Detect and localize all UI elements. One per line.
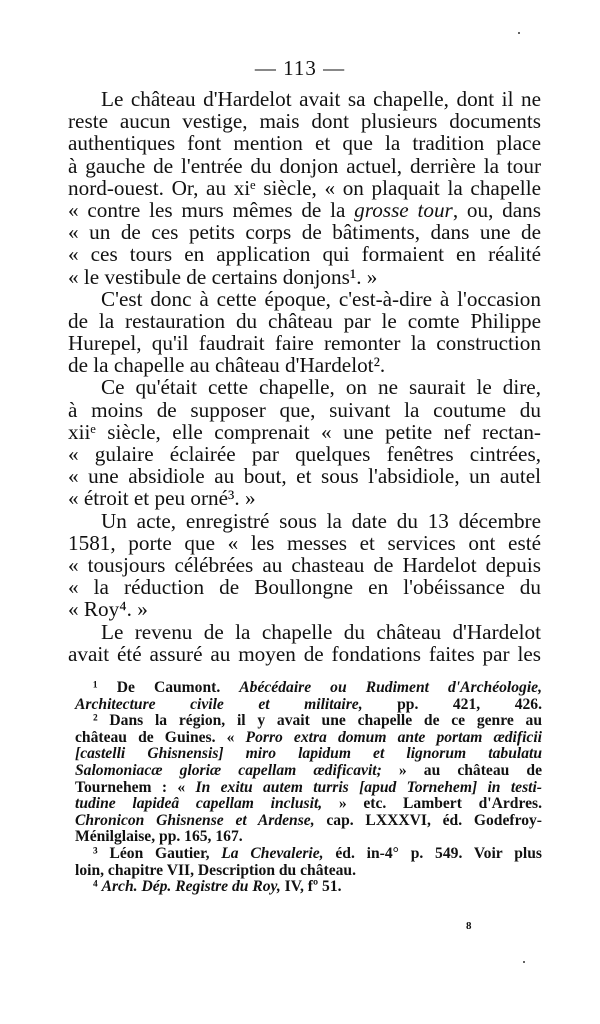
text-run: « le vestibule de certains donjons¹. » bbox=[68, 264, 378, 289]
text-run: « gulaire éclairée par quelques fenêtres cintrées, bbox=[68, 442, 541, 466]
signature-mark: 8 bbox=[466, 920, 472, 932]
body-line bbox=[68, 110, 541, 132]
text-run: xiiᵉ siècle, elle comprenait « une petite nef rectan- bbox=[68, 419, 541, 444]
footnote-line bbox=[75, 796, 542, 813]
text-run: reste aucun vestige, mais dont plusieurs documents bbox=[68, 109, 541, 134]
text-run: ² Dans la région, il y avait une chapelle de ce genre au bbox=[93, 712, 542, 730]
text-run: , ou, dans bbox=[452, 197, 541, 222]
footnote-line bbox=[75, 746, 542, 763]
body-line bbox=[68, 465, 541, 487]
text-run: « une absidiole au bout, et sous l'absidiole, un autel bbox=[68, 464, 541, 489]
body-line bbox=[68, 510, 541, 532]
text-run: » au château de bbox=[381, 761, 542, 779]
footnote-line bbox=[75, 680, 542, 697]
italic-text: Salomoniacæ gloriæ capellam ædificavit; bbox=[75, 761, 382, 779]
text-run: cap. LXXXVI, éd. Godefroy- bbox=[314, 811, 542, 829]
body-line bbox=[68, 243, 541, 265]
page-number: — 113 — bbox=[254, 56, 346, 80]
text-run: pp. 421, 426. bbox=[362, 695, 542, 713]
text-run: château de Guines. « bbox=[75, 728, 246, 746]
text-run: de la restauration du château par le comte Philippe bbox=[68, 308, 541, 333]
body-line bbox=[68, 421, 541, 443]
italic-text: La Chevalerie, bbox=[221, 844, 324, 862]
footnotes bbox=[75, 680, 542, 896]
footnote-line bbox=[75, 863, 542, 880]
footnote-line bbox=[75, 780, 542, 797]
text-run: Ce qu'était cette chapelle, on ne saurait le dire, bbox=[101, 375, 541, 400]
text-run: C'est donc à cette époque, c'est-à-dire à l'occasion bbox=[101, 286, 541, 311]
italic-text: Arch. Dép. Registre du Roy, bbox=[101, 878, 281, 896]
footnote-line bbox=[75, 713, 542, 730]
scan-speck bbox=[523, 961, 525, 963]
body-line bbox=[68, 155, 541, 177]
body-text bbox=[68, 88, 541, 665]
text-run: « ces tours en application qui formaient en réalité bbox=[68, 242, 541, 267]
body-line bbox=[68, 532, 541, 554]
text-run: « contre les murs mêmes de la bbox=[68, 197, 355, 222]
body-line bbox=[68, 88, 541, 110]
text-run: ³ Léon Gautier, bbox=[93, 844, 222, 862]
text-run: éd. in-4° p. 549. Voir plus bbox=[323, 844, 542, 862]
text-run: Hurepel, qu'il faudrait faire remonter la construction bbox=[68, 331, 541, 356]
body-line bbox=[68, 443, 541, 465]
body-line bbox=[68, 332, 541, 354]
text-run: avait été assuré au moyen de fondations faites par les bbox=[68, 641, 541, 666]
text-run: « Roy⁴. » bbox=[68, 597, 148, 622]
footnote-line bbox=[75, 730, 542, 747]
body-line bbox=[68, 554, 541, 576]
body-line bbox=[68, 266, 541, 288]
text-run: Un acte, enregistré sous la date du 13 décembre bbox=[101, 508, 541, 533]
text-run: « tousjours célébrées au chasteau de Hardelot depuis bbox=[68, 552, 541, 577]
italic-text: Chronicon Ghisnense et Ardense, bbox=[75, 811, 315, 829]
footnote-line bbox=[75, 697, 542, 714]
text-run: « étroit et peu orné³. » bbox=[68, 486, 256, 511]
body-line bbox=[68, 621, 541, 643]
text-run: Ménilglaise, pp. 165, 167. bbox=[75, 828, 243, 846]
italic-text: grosse tour bbox=[354, 197, 453, 222]
text-run: « la réduction de Boullongne en l'obéissance du bbox=[68, 575, 541, 600]
italic-text: In exitu autem turris [apud Tornehem] in testi- bbox=[195, 778, 542, 796]
text-run: authentiques font mention et que la tradition place bbox=[68, 131, 541, 156]
scan-speck bbox=[518, 32, 520, 34]
italic-text: Porro extra domum ante portam ædificii bbox=[245, 728, 542, 746]
body-line bbox=[68, 354, 541, 376]
body-line bbox=[68, 310, 541, 332]
text-run: Tournehem : « bbox=[75, 778, 196, 796]
body-line bbox=[68, 288, 541, 310]
body-line bbox=[68, 177, 541, 199]
text-run: Le revenu de la chapelle du château d'Hardelot bbox=[101, 619, 541, 644]
text-run: « un de ces petits corps de bâtiments, dans une de bbox=[68, 220, 541, 245]
text-run: loin, chapitre VII, Description du château. bbox=[75, 861, 356, 879]
footnote-line bbox=[75, 846, 542, 863]
italic-text: [castelli Ghisnensis] miro lapidum et lignorum tabulatu bbox=[75, 745, 542, 763]
text-run: nord-ouest. Or, au xiᵉ siècle, « on plaquait la chapelle bbox=[68, 175, 541, 200]
text-run: » etc. Lambert d'Ardres. bbox=[322, 795, 542, 813]
body-line bbox=[68, 487, 541, 509]
italic-text: Architecture civile et militaire, bbox=[75, 695, 363, 713]
text-run: à gauche de l'entrée du donjon actuel, derrière la tour bbox=[68, 153, 541, 178]
body-line bbox=[68, 132, 541, 154]
text-run: ¹ De Caumont. bbox=[93, 679, 240, 696]
italic-text: tudine lapideâ capellam inclusit, bbox=[75, 795, 323, 813]
text-run: de la chapelle au château d'Hardelot². bbox=[68, 353, 386, 378]
body-line bbox=[68, 399, 541, 421]
body-line bbox=[68, 598, 541, 620]
body-line bbox=[68, 376, 541, 398]
body-line bbox=[68, 221, 541, 243]
text-run: 1581, porte que « les messes et services ont esté bbox=[68, 530, 541, 555]
body-line bbox=[68, 199, 541, 221]
text-run: IV, fº 51. bbox=[280, 878, 342, 896]
footnote-line bbox=[75, 829, 542, 846]
footnote-line bbox=[75, 813, 542, 830]
text-run: à moins de supposer que, suivant la coutume du bbox=[68, 397, 541, 422]
body-line bbox=[68, 643, 541, 665]
text-run: ⁴ bbox=[93, 878, 102, 896]
footnote-line bbox=[75, 763, 542, 780]
footnote-line bbox=[75, 879, 542, 896]
text-run: Le château d'Hardelot avait sa chapelle, dont il ne bbox=[101, 87, 541, 111]
italic-text: Abécédaire ou Rudiment d'Archéologie, bbox=[239, 679, 542, 696]
body-line bbox=[68, 576, 541, 598]
